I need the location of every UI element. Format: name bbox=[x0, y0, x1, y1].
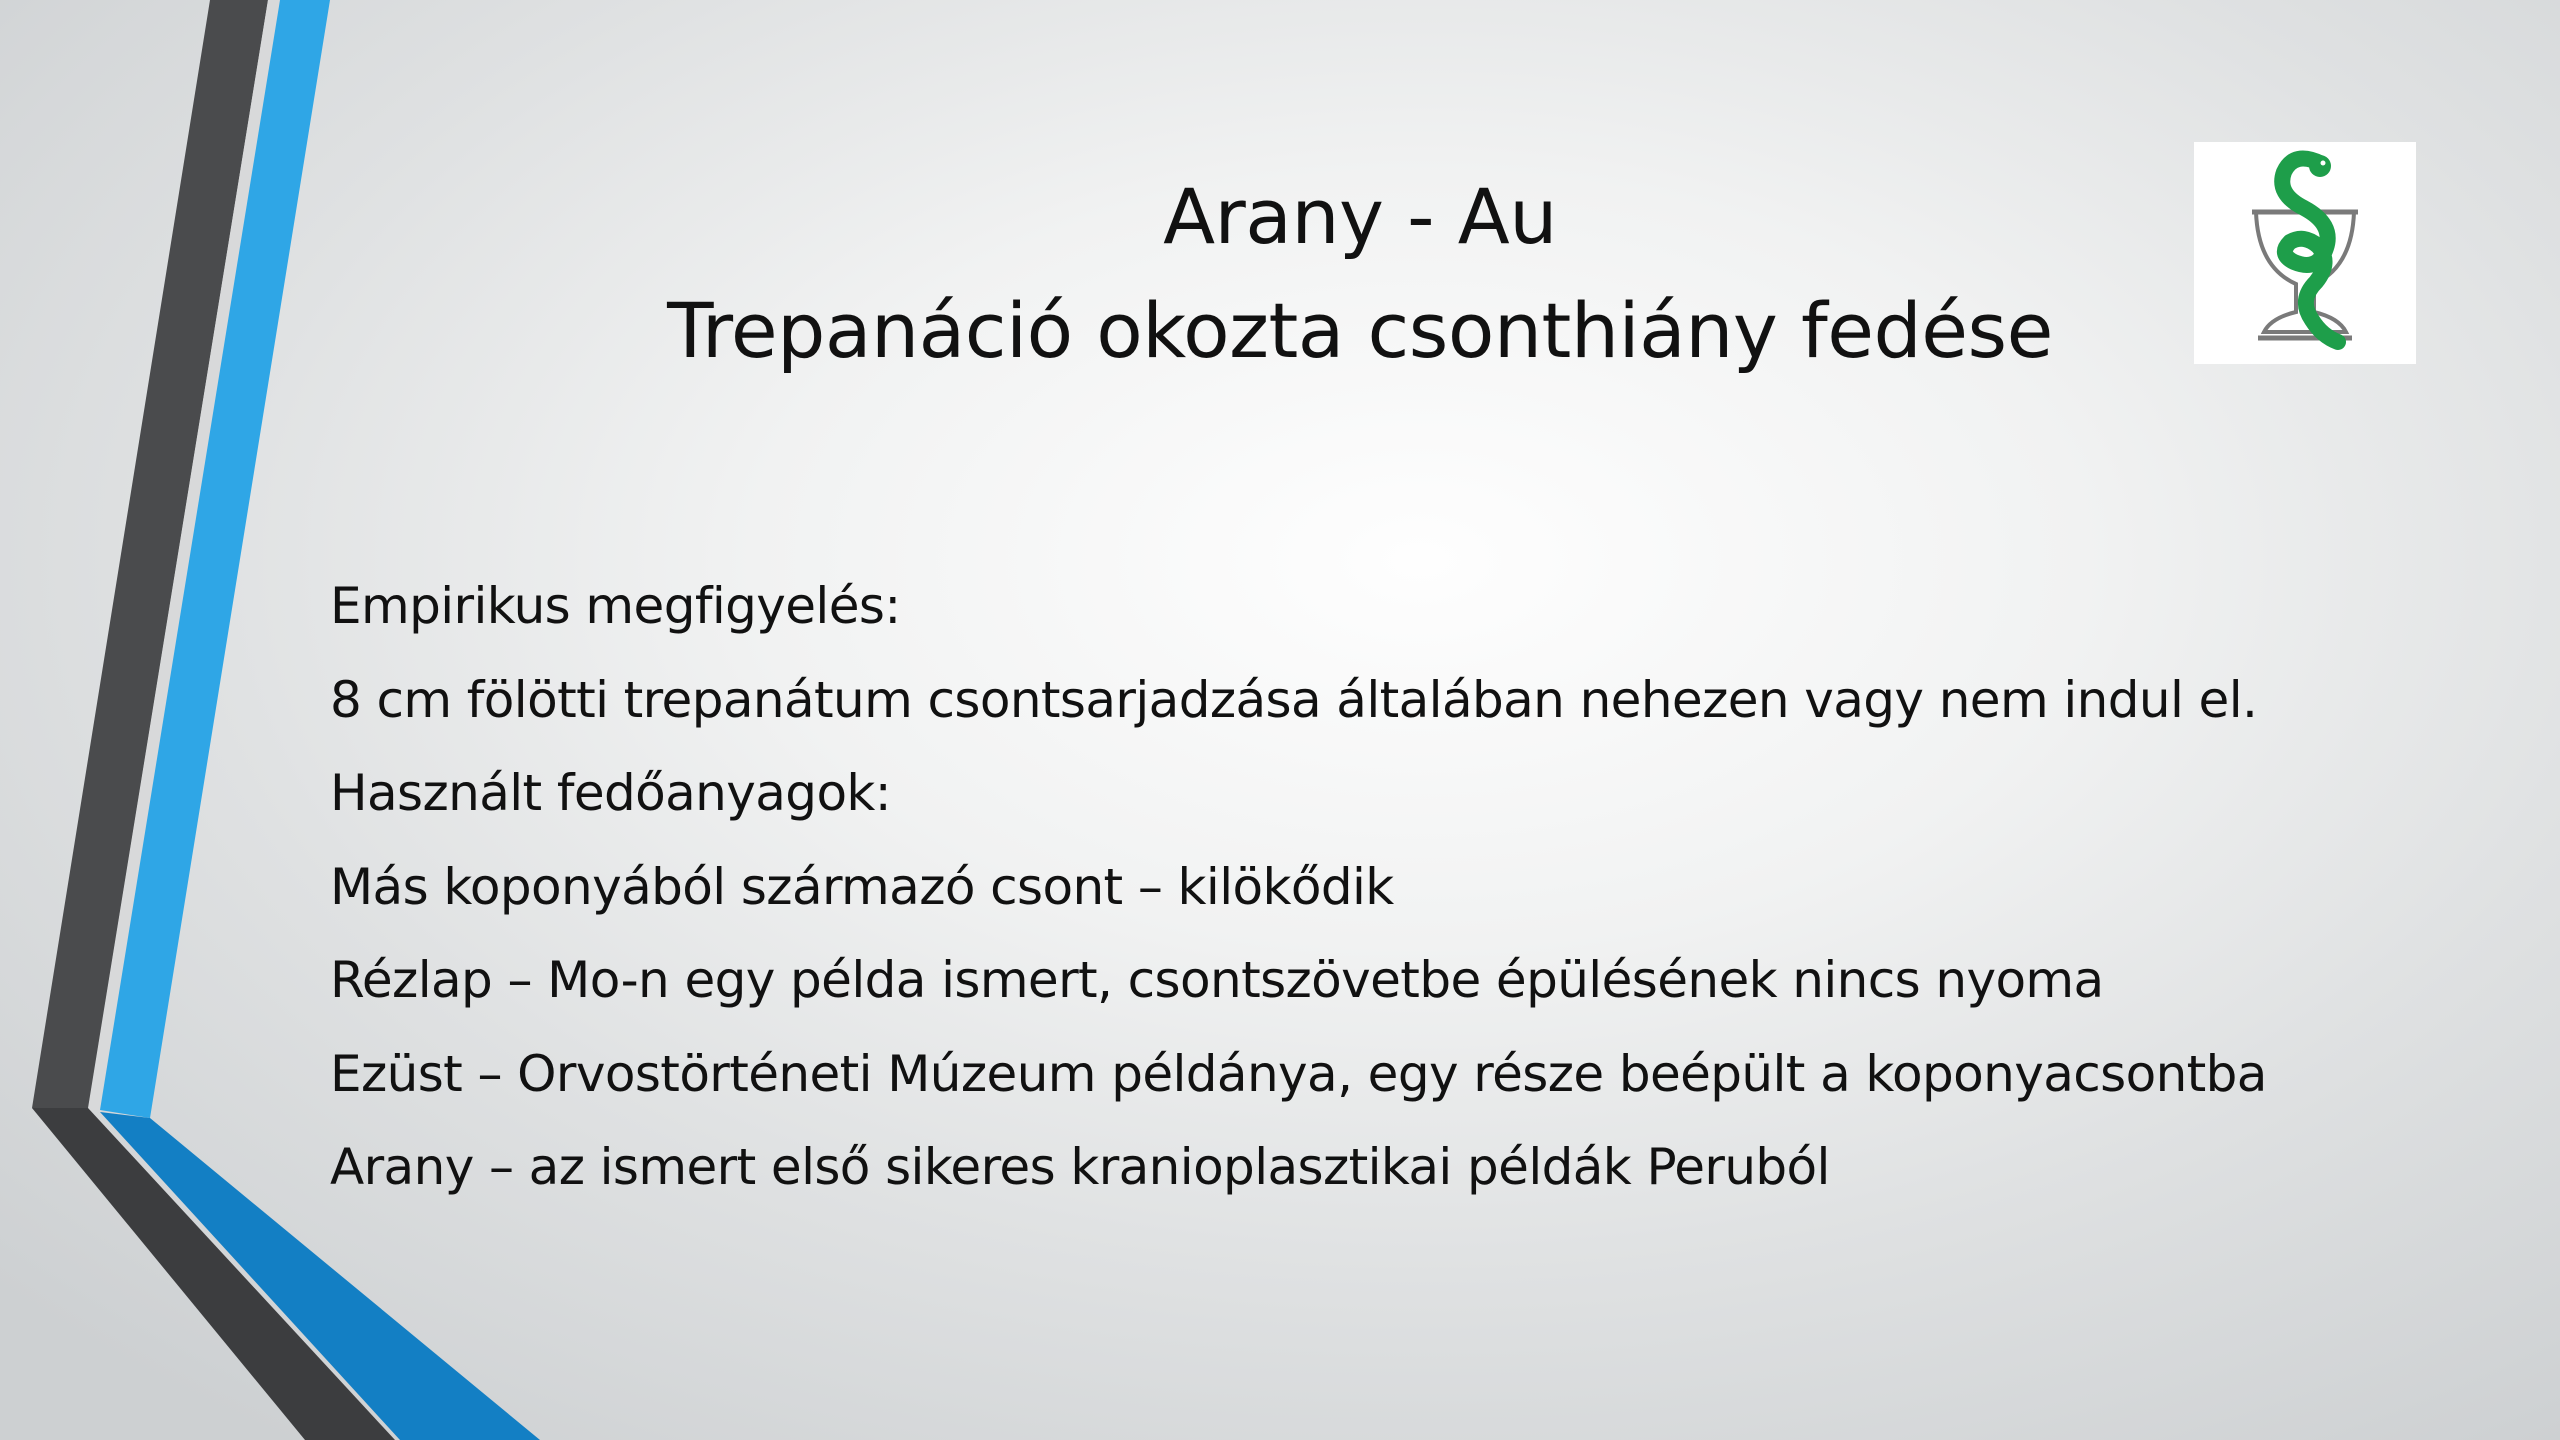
slide-body bbox=[330, 560, 2330, 1215]
body-line: Ezüst – Orvostörténeti Múzeum példánya, egy része beépült a koponyacsontba bbox=[330, 1044, 2267, 1103]
slide-title bbox=[560, 160, 2160, 388]
serpent-eye bbox=[2321, 161, 2326, 166]
serpent-head bbox=[2309, 155, 2331, 177]
body-line: Más koponyából származó csont – kilökődik bbox=[330, 857, 1394, 916]
body-line: Használt fedőanyagok: bbox=[330, 764, 892, 822]
body-line: 8 cm fölötti trepanátum csontsarjadzása általában nehezen vagy nem indul el. bbox=[330, 670, 2258, 729]
title-line-1: Arany - Au bbox=[1163, 172, 1557, 261]
logo-graphic bbox=[2194, 142, 2416, 364]
bowl-of-hygieia-icon bbox=[2194, 142, 2416, 364]
title-line-2: Trepanáció okozta csonthiány fedése bbox=[667, 286, 2053, 375]
body-line: Rézlap – Mo-n egy példa ismert, csontszövetbe épülésének nincs nyoma bbox=[330, 951, 2104, 1009]
body-line: Empirikus megfigyelés: bbox=[330, 577, 901, 635]
body-line: Arany – az ismert első sikeres kranioplasztikai példák Peruból bbox=[330, 1138, 1830, 1196]
